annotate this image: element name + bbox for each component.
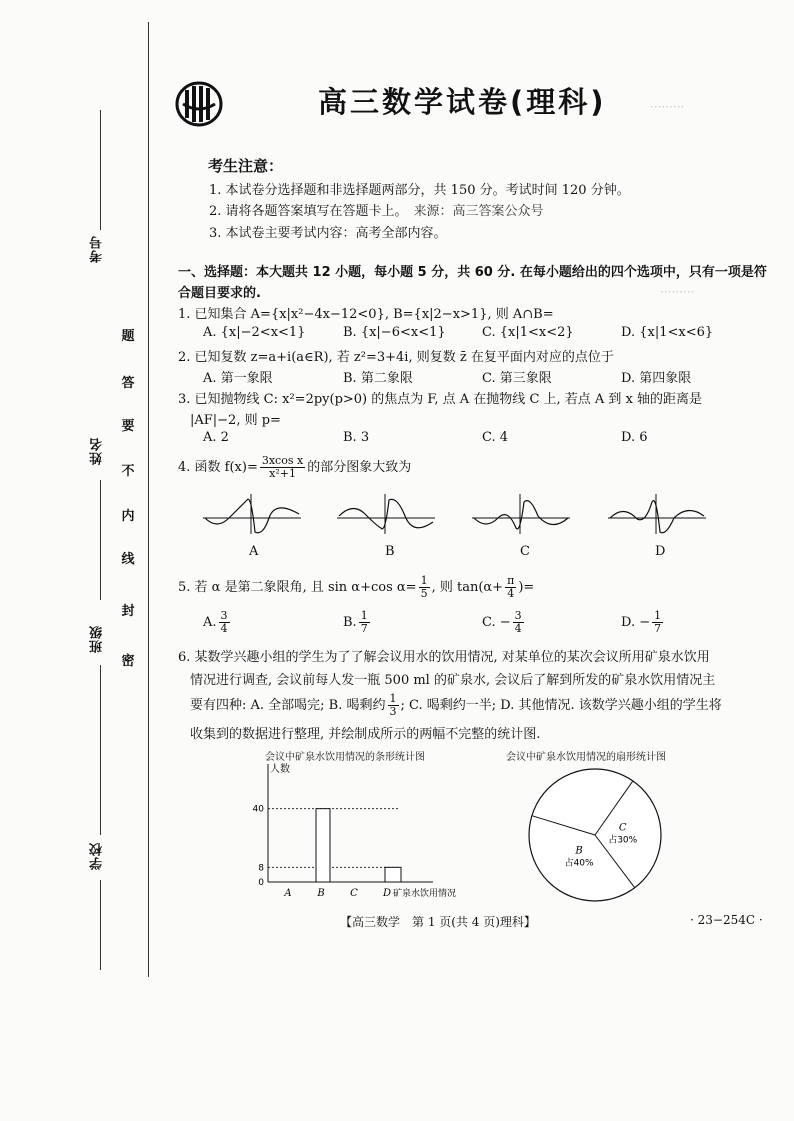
q2-option-b: B. 第二象限	[343, 371, 413, 386]
notice-item-text: 2. 请将各题答案填写在答题卡上。	[209, 204, 408, 219]
function-curve	[610, 501, 704, 533]
q5-b-fraction	[359, 610, 370, 635]
seal-char: 内	[121, 509, 135, 524]
footer-page-info: 【高三数学 第 1 页(共 4 页)理科】	[340, 915, 536, 929]
q5-pre: 5. 若 α 是第二象限角, 且 sin α+cos α=	[178, 580, 417, 595]
pie-slice-label: B	[575, 845, 583, 857]
graph-label-d: D	[655, 544, 666, 559]
pie-chart-title: 会议中矿泉水饮用情况的扇形统计图	[506, 752, 666, 763]
q5-option-d	[621, 610, 665, 635]
pie-slice-percent: 占40%	[564, 858, 594, 869]
pie-chart	[525, 765, 665, 905]
q2-option-a: A. 第一象限	[203, 371, 273, 386]
bar	[316, 809, 330, 882]
bar-chart	[240, 760, 480, 900]
seal-char: 不	[121, 464, 135, 479]
bleed-through-text: ·········	[650, 100, 685, 114]
question-6-line-3	[190, 693, 722, 718]
q5-c-den: 4	[514, 622, 522, 635]
q4-pre: 4. 函数 f(x)=	[178, 460, 258, 475]
school-label: 学校	[90, 842, 105, 870]
q5-a-prefix: A.	[203, 615, 217, 630]
q3-option-d: D. 6	[621, 430, 648, 445]
function-curve	[205, 499, 299, 533]
q5-a-num: 3	[220, 609, 228, 622]
footer-code: · 23−254C ·	[690, 913, 763, 927]
y-tick-label: 8	[258, 863, 264, 874]
graph-label-a: A	[249, 544, 259, 559]
q4-frac-den: x²+1	[269, 467, 296, 480]
q5-b-den: 7	[360, 622, 368, 635]
question-3-line-2: |AF|−2, 则 p=	[190, 413, 281, 428]
notice-item: 1. 本试卷分选择题和非选择题两部分，共 150 分。考试时间 120 分钟。	[209, 183, 630, 198]
x-tick-label: A	[284, 888, 292, 899]
question-6-line-4: 收集到的数据进行整理, 并绘制成所示的两幅不完整的统计图.	[190, 727, 541, 742]
name-field[interactable]	[100, 480, 101, 600]
q2-option-c: C. 第三象限	[482, 371, 552, 386]
y-tick-label: 0	[258, 878, 264, 888]
q6-line3-post: ; C. 喝剩约一半; D. 其他情况. 该数学兴趣小组的学生将	[400, 698, 722, 713]
q4-frac-num: 3xcos x	[261, 454, 304, 467]
seal-char: 题	[121, 329, 135, 344]
q5-a-fraction	[219, 610, 230, 635]
q1-option-b: B. {x|−6<x<1}	[343, 325, 446, 340]
q5-d-prefix: D. −	[621, 615, 651, 630]
q5-b-prefix: B.	[343, 615, 357, 630]
graph-option-b[interactable]	[337, 492, 437, 536]
q5-pi-num: π	[507, 574, 515, 587]
graph-label-b: B	[385, 544, 395, 559]
q6-frac-num: 1	[389, 692, 397, 705]
graph-option-c[interactable]	[472, 492, 572, 536]
notice-item: 3. 本试卷主要考试内容：高考全部内容。	[209, 226, 447, 241]
school-field[interactable]	[100, 880, 101, 970]
question-6-line-1: 6. 某数学兴趣小组的学生为了了解会议用水的饮用情况, 对某单位的某次会议所用矿泉水饮用	[178, 650, 710, 665]
seal-char: 要	[121, 419, 135, 434]
q5-c-num: 3	[514, 609, 522, 622]
q6-frac-den: 3	[389, 705, 397, 718]
binding-line	[148, 22, 149, 977]
q5-post: )=	[518, 580, 535, 595]
y-tick-label: 40	[252, 804, 264, 815]
bar	[385, 867, 401, 882]
q5-fraction	[419, 575, 430, 600]
q5-c-fraction	[513, 610, 524, 635]
class-label: 班级	[90, 625, 105, 653]
q5-option-c	[482, 610, 526, 635]
notice-heading: 考生注意：	[208, 157, 284, 175]
q4-post: 的部分图象大致为	[307, 460, 412, 475]
graph-option-a[interactable]	[203, 492, 303, 536]
graph-option-d[interactable]	[608, 492, 708, 536]
question-5-stem	[178, 575, 534, 600]
y-axis-label: 人数	[270, 764, 290, 775]
q3-option-a: A. 2	[203, 430, 229, 445]
notice-item	[209, 200, 544, 219]
seal-char: 密	[121, 654, 135, 669]
q5-mid: , 则 tan(α+	[431, 580, 504, 595]
q2-option-d: D. 第四象限	[621, 371, 692, 386]
q5-d-fraction	[652, 610, 663, 635]
q4-fraction	[260, 455, 305, 480]
publisher-logo	[175, 80, 223, 128]
q5-pi-den: 4	[507, 587, 515, 600]
q6-fraction	[388, 693, 399, 718]
q5-a-den: 4	[220, 622, 228, 635]
seal-char: 线	[121, 552, 135, 567]
x-axis-label: 矿泉水饮用情况	[393, 889, 457, 899]
q1-option-d: D. {x|1<x<6}	[621, 325, 714, 340]
function-curve	[474, 501, 568, 529]
q5-frac-num: 1	[420, 574, 428, 587]
seal-char: 答	[121, 376, 135, 391]
bleed-through-text: ·········	[660, 285, 695, 299]
q5-pi-fraction	[505, 575, 516, 600]
q6-line3-pre: 要有四种: A. 全部喝完; B. 喝剩约	[190, 698, 386, 713]
seal-char: 封	[121, 604, 135, 619]
section-heading: 一、选择题：本大题共 12 小题，每小题 5 分，共 60 分. 在每小题给出的四个选项中，只有一项是符合题目要求的.	[178, 265, 767, 301]
question-1-stem: 1. 已知集合 A={x|x²−4x−12<0}, B={x|2−x>1}, 则 A∩B=	[178, 307, 554, 322]
question-2-stem: 2. 已知复数 z=a+i(a∈R), 若 z²=3+4i, 则复数 z̄ 在复平面内对应的点位于	[178, 350, 614, 365]
graph-label-c: C	[520, 544, 530, 559]
bar-chart-title: 会议中矿泉水饮用情况的条形统计图	[265, 752, 425, 763]
question-6-line-2: 情况进行调查, 会议前每人发一瓶 500 ml 的矿泉水, 会议后了解到所发的矿泉水饮用情况主	[190, 673, 716, 688]
source-note: 来源：高三答案公众号	[413, 204, 544, 219]
q5-option-b	[343, 610, 372, 635]
pie-slice-label: C	[618, 822, 627, 834]
x-tick-label: B	[317, 888, 325, 899]
pie-slice-percent: 占30%	[608, 835, 638, 846]
q5-d-num: 1	[654, 609, 662, 622]
q3-option-c: C. 4	[482, 430, 509, 445]
x-tick-label: D	[382, 888, 392, 899]
q5-frac-den: 5	[420, 587, 428, 600]
exam-no-field[interactable]	[100, 110, 101, 230]
q5-b-num: 1	[360, 609, 368, 622]
page-title: 高三数学试卷(理科)	[318, 85, 607, 119]
q1-option-c: C. {x|1<x<2}	[482, 325, 574, 340]
function-curve	[339, 499, 433, 529]
name-label: 姓名	[90, 437, 105, 465]
q5-option-a	[203, 610, 232, 635]
question-3-line-1: 3. 已知抛物线 C: x²=2py(p>0) 的焦点为 F, 点 A 在抛物线 C 上, 若点 A 到 x 轴的距离是	[178, 392, 703, 407]
exam-no-label: 考号	[90, 235, 105, 263]
class-field[interactable]	[100, 665, 101, 835]
q1-option-a: A. {x|−2<x<1}	[203, 325, 306, 340]
x-tick-label: C	[350, 888, 358, 899]
q3-option-b: B. 3	[343, 430, 370, 445]
q5-c-prefix: C. −	[482, 615, 511, 630]
question-4-stem	[178, 455, 411, 480]
q5-d-den: 7	[654, 622, 662, 635]
